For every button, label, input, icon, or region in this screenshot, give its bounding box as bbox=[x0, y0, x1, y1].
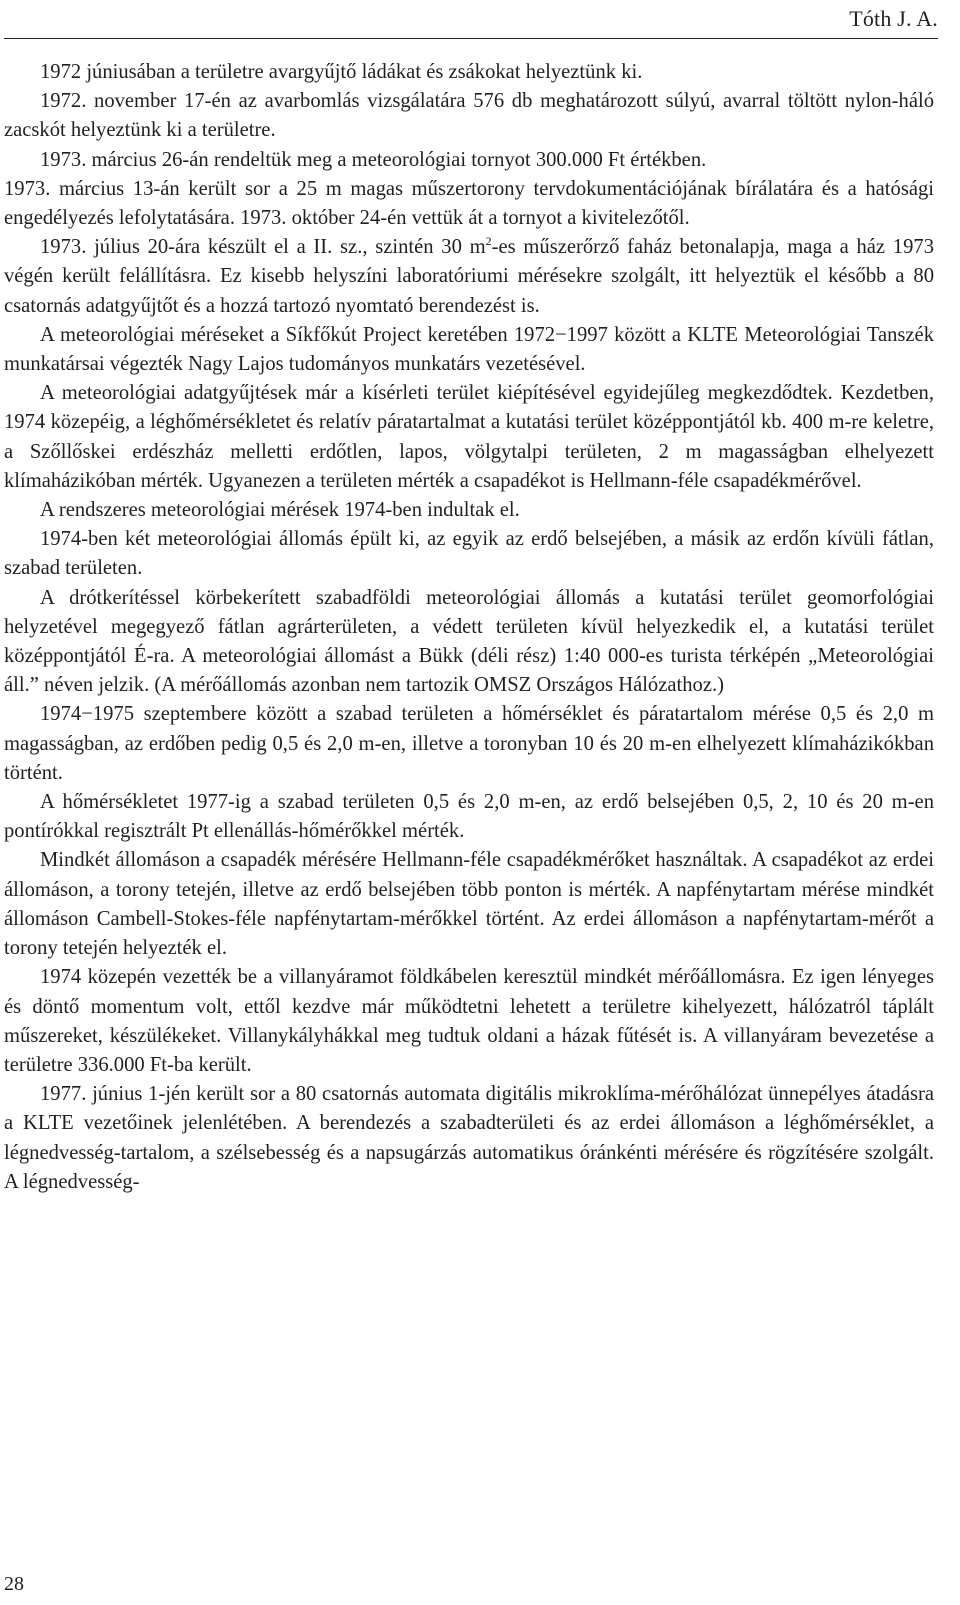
running-header-author: Tóth J. A. bbox=[849, 6, 938, 31]
paragraph-1973-julius-part-2: -es műszerőrző faház betonalapja, maga a ház 1973 végén került felállításra. Ez kisebb helyszíni laboratóriumi mérésekre szolgált, itt helyeztük el később a 80 csatornás adatgyűjtőt és a hozzá tartozó nyomtató berendezést is. bbox=[4, 236, 934, 317]
paragraph-meteorological-measurements: A meteorológiai méréseket a Síkfőkút Project keretében 1972−1997 között a KLTE Meteorológiai Tanszék munkatársai végezték Nagy Lajos tudományos munkatárs vezetésével. bbox=[4, 323, 934, 376]
paragraph-1972-junius: 1972 júniusában a területre avargyűjtő ládákat és zsákokat helyeztünk ki. bbox=[40, 61, 643, 83]
paragraph-two-stations: 1974-ben két meteorológiai állomás épült ki, az egyik az erdő belsejében, a másik az erdőn kívüli fátlan, szabad területen. bbox=[4, 528, 934, 580]
superscript-2: 2 bbox=[485, 234, 492, 249]
body-text bbox=[4, 58, 934, 1197]
paragraph-1973-julius bbox=[4, 233, 934, 321]
paragraph-1977-junius: 1977. június 1-jén került sor a 80 csatornás automata digitális mikroklíma-mérőhálózat ünnepélyes átadásra a KLTE vezetőinek jelenlétében. A berendezés a szabadterületi és az erdei állomáson a léghőmérséklet, a légnedvesség-tartalom, a szélsebesség és a napsugárzás automatikus óránkénti mérésére és rögzítésére szolgált. A légnedvesség- bbox=[4, 1083, 934, 1193]
paragraph-temperature-1977: A hőmérsékletet 1977-ig a szabad területen 0,5 és 2,0 m-en, az erdő belsejében 0,5, 2, 10 és 20 m-en pontírókkal regisztrált Pt ellenállás-hőmérőkkel mérték. bbox=[4, 791, 934, 843]
paragraph-1972-november: 1972. november 17-én az avarbomlás vizsgálatára 576 db meghatározott súlyú, avarral töltött nylon-háló zacskót helyeztünk ki a területre. bbox=[4, 90, 934, 142]
paragraph-1974-1975: 1974−1975 szeptembere között a szabad területen a hőmérséklet és páratartalom mérése 0,5 és 2,0 m magasságban, az erdőben pedig 0,5 és 2,0 m-en, illetve a toronyban 10 és 20 m-en elhelyezett klímaházikókban történt. bbox=[4, 703, 934, 784]
header-rule bbox=[4, 38, 938, 39]
paragraph-1973-marcius-13: 1973. március 13-án került sor a 25 m magas műszertorony tervdokumentációjának bírálatára és a hatósági engedélyezés lefolytatására. 1973. október 24-én vettük át a tornyot a kivitelezőtől. bbox=[4, 177, 934, 230]
paragraph-open-field-station: A drótkerítéssel körbekerített szabadföldi meteorológiai állomás a kutatási terület geomorfológiai helyzetével megegyező fátlan agrárterületen, a védett területen kívül helyezkedik el, a kutatási terület középpontjától É-ra. A meteorológiai állomást a Bükk (déli rész) 1:40 000-es turista térképén „Meteorológiai áll.” néven jelzik. (A mérőállomás azonban nem tartozik OMSZ Országos Hálózathoz.) bbox=[4, 586, 934, 697]
paragraph-1973-julius-part-1: 1973. július 20-ára készült el a II. sz., szintén 30 m bbox=[40, 236, 486, 259]
paragraph-precipitation: Mindkét állomáson a csapadék mérésére Hellmann-féle csapadékmérőket használtak. A csapadékot az erdei állomáson, a torony tetején, illetve az erdő belsejében több ponton is mérték. A napfénytartam mérése mindkét állomáson Cambell-Stokes-féle napfénytartam-mérőkkel történt. Az erdei állomáson a napfénytartam-mérőt a torony tetején helyezték el. bbox=[4, 849, 934, 960]
paragraph-regular-measurements: A rendszeres meteorológiai mérések 1974-ben indultak el. bbox=[40, 499, 520, 522]
page-number: 28 bbox=[4, 1573, 24, 1595]
paragraph-electricity: 1974 közepén vezették be a villanyáramot földkábelen keresztül mindkét mérőállomásra. Ez igen lényeges és döntő momentum volt, ettől kezdve már működtetni lehetett a területre kihelyezett, hálózatról táplált műszereket, készülékeket. Villanykályhákkal meg tudtuk oldani a házak fűtését is. A villanyáram bevezetése a területre 336.000 Ft-ba került. bbox=[4, 966, 934, 1076]
paragraph-data-collection: A meteorológiai adatgyűjtések már a kísérleti terület kiépítésével egyidejűleg megkezdődtek. Kezdetben, 1974 közepéig, a léghőmérsékletet és relatív páratartalmat a kutatási terület középpontjától kb. 400 m-re keletre, a Szőllőskei erdészház melletti erdőtlen, lapos, völgytalpi területen, 2 m magasságban elhelyezett klímaházikóban mérték. Ugyanezen a területen mérték a csapadékot is Hellmann-féle csapadékmérővel. bbox=[4, 382, 934, 492]
paragraph-1973-marcius-26: 1973. március 26-án rendeltük meg a meteorológiai tornyot 300.000 Ft értékben. bbox=[40, 148, 707, 171]
